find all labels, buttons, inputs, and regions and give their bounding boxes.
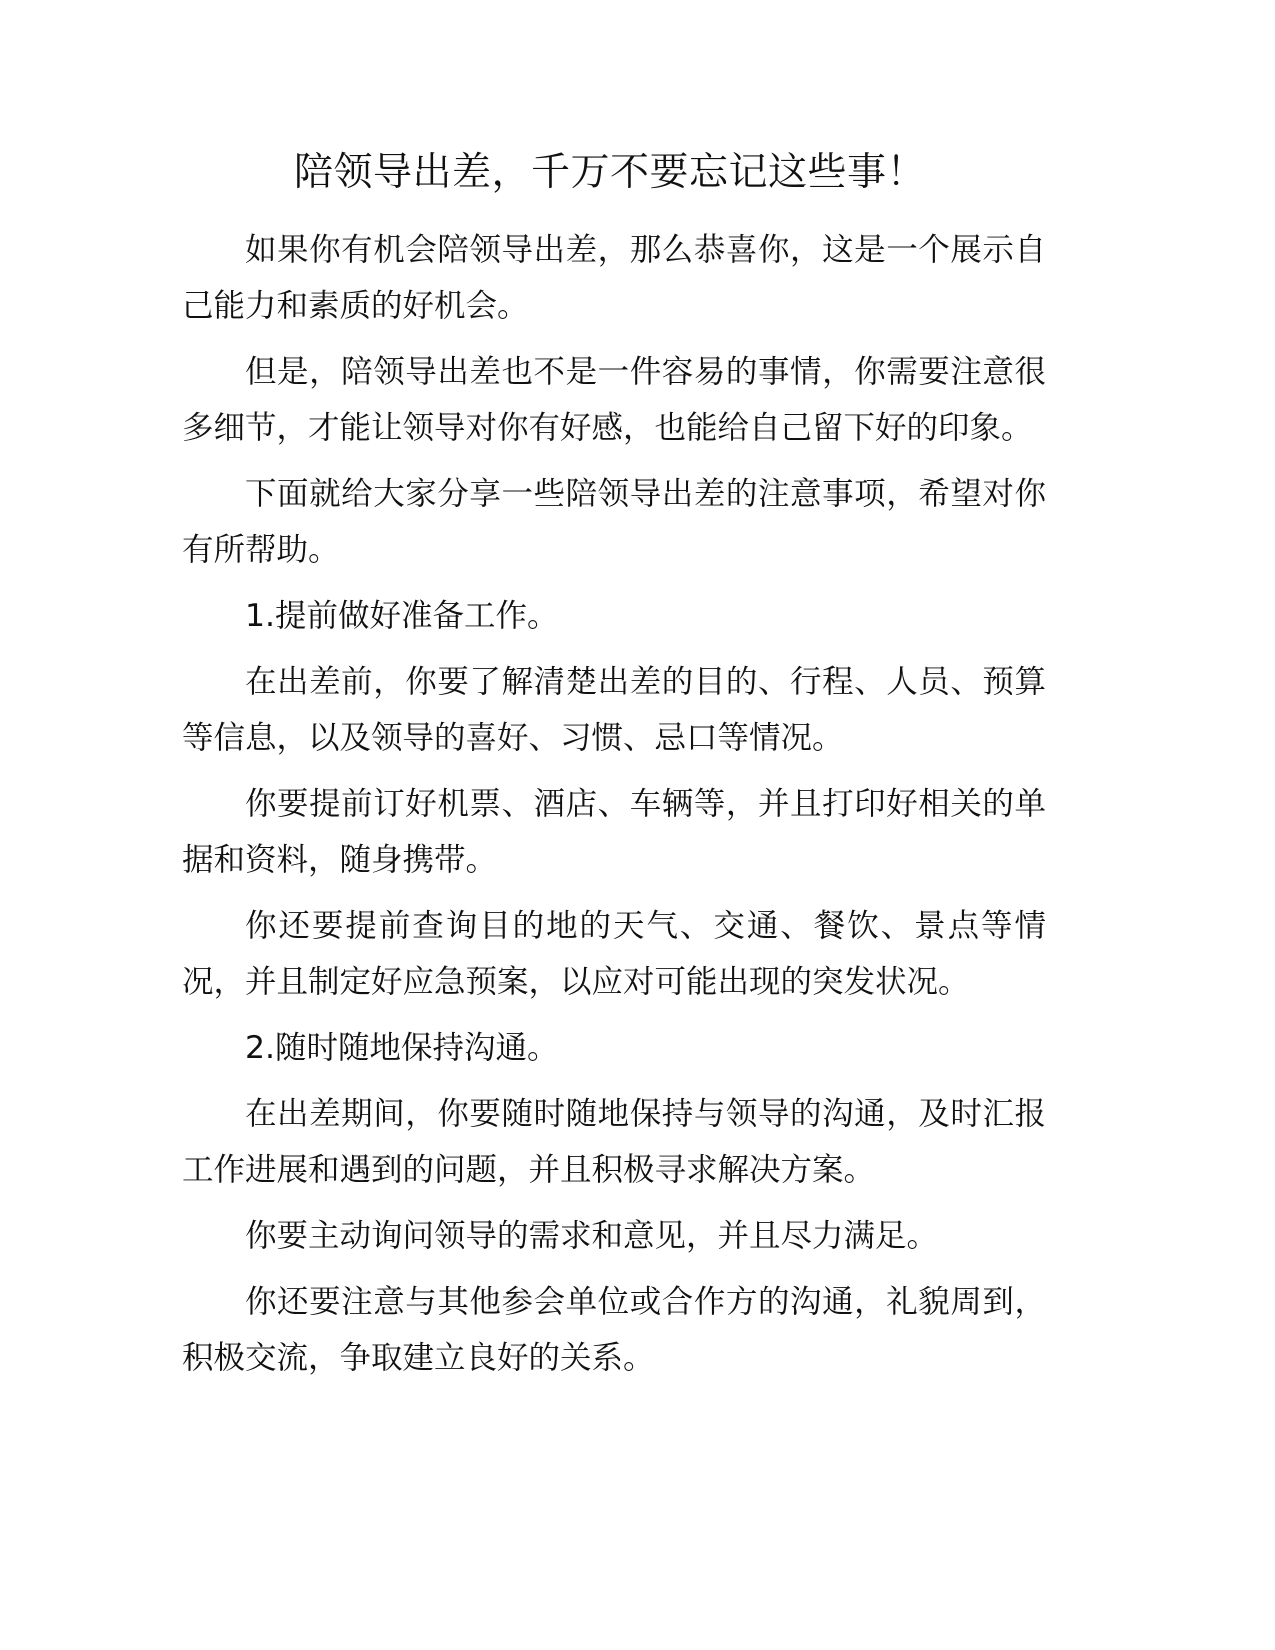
paragraph: 但是，陪领导出差也不是一件容易的事情，你需要注意很多细节，才能让领导对你有好感，也能给自己留下好的印象。 xyxy=(182,354,1046,446)
paragraph: 在出差前，你要了解清楚出差的目的、行程、人员、预算等信息，以及领导的喜好、习惯、忌口等情况。 xyxy=(182,664,1046,756)
paragraph: 你还要提前查询目的地的天气、交通、餐饮、景点等情况，并且制定好应急预案，以应对可能出现的突发状况。 xyxy=(182,908,1046,1000)
document-body xyxy=(182,222,1046,1396)
paragraph: 你还要注意与其他参会单位或合作方的沟通，礼貌周到，积极交流，争取建立良好的关系。 xyxy=(182,1284,1046,1376)
section-heading: 2.随时随地保持沟通。 xyxy=(245,1030,559,1066)
document-title: 陪领导出差，千万不要忘记这些事！ xyxy=(293,150,926,195)
paragraph: 你要提前订好机票、酒店、车辆等，并且打印好相关的单据和资料，随身携带。 xyxy=(182,786,1046,878)
paragraph: 你要主动询问领导的需求和意见，并且尽力满足。 xyxy=(245,1218,939,1254)
paragraph: 在出差期间，你要随时随地保持与领导的沟通，及时汇报工作进展和遇到的问题，并且积极寻求解决方案。 xyxy=(182,1096,1046,1188)
paragraph: 如果你有机会陪领导出差，那么恭喜你，这是一个展示自己能力和素质的好机会。 xyxy=(182,232,1046,324)
paragraph: 下面就给大家分享一些陪领导出差的注意事项，希望对你有所帮助。 xyxy=(182,476,1046,568)
section-heading: 1.提前做好准备工作。 xyxy=(245,598,559,634)
